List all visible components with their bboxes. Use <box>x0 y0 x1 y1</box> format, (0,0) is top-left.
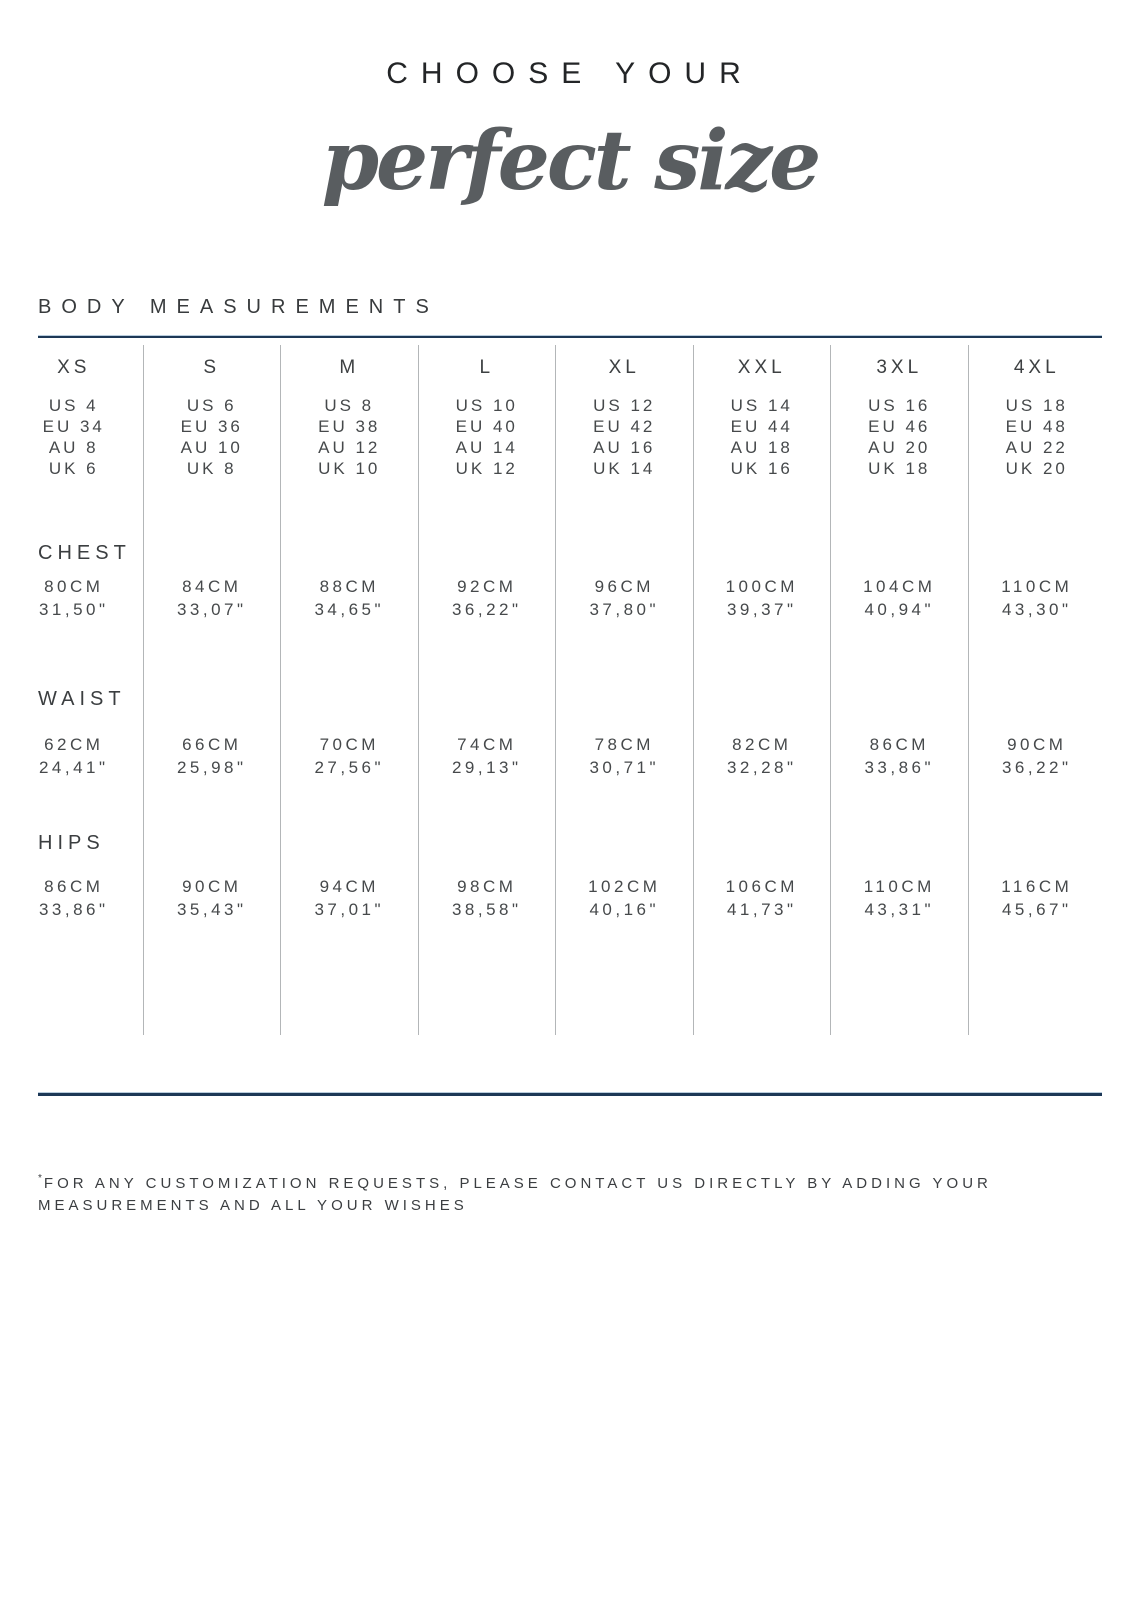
conversion-line-uk: UK 12 <box>455 459 518 478</box>
chest-measurement <box>144 575 281 621</box>
conversion-line-au: AU 20 <box>868 438 931 457</box>
conversion-line-us: US 18 <box>1005 396 1068 415</box>
chest-measurement <box>694 575 831 621</box>
conversion-line-eu: EU 36 <box>180 417 243 436</box>
size-column-m <box>280 345 418 1035</box>
waist-inches: 27,56" <box>314 758 385 777</box>
conversion-line-au: AU 14 <box>455 438 518 457</box>
conversion-line-eu: EU 44 <box>730 417 793 436</box>
size-conversions <box>556 395 693 479</box>
waist-cm: 82CM <box>732 735 792 754</box>
hips-measurement <box>831 875 968 921</box>
hips-measurement <box>144 875 281 921</box>
chest-inches: 34,65" <box>314 600 385 619</box>
hips-measurement <box>281 875 418 921</box>
footnote-line-1: *FOR ANY CUSTOMIZATION REQUESTS, PLEASE CONTACT US DIRECTLY BY ADDING YOUR <box>38 1173 992 1192</box>
waist-measurement <box>969 733 1106 779</box>
waist-measurement <box>419 733 556 779</box>
chest-inches: 40,94" <box>864 600 935 619</box>
waist-cm: 66CM <box>182 735 242 754</box>
waist-measurement <box>831 733 968 779</box>
chest-measurement <box>969 575 1106 621</box>
waist-inches: 32,28" <box>726 758 797 777</box>
hips-cm: 116CM <box>1001 877 1073 896</box>
hips-cm: 86CM <box>44 877 104 896</box>
waist-cm: 74CM <box>457 735 517 754</box>
conversion-line-uk: UK 6 <box>48 459 99 478</box>
footnote-line-2: MEASUREMENTS AND ALL YOUR WISHES <box>38 1197 468 1214</box>
hips-inches: 33,86" <box>38 900 109 919</box>
hips-inches: 40,16" <box>589 900 660 919</box>
size-label: L <box>479 357 495 378</box>
size-column-xl <box>555 345 693 1035</box>
conversion-line-eu: EU 38 <box>318 417 381 436</box>
size-conversions <box>831 395 968 479</box>
conversion-line-eu: EU 34 <box>42 417 105 436</box>
conversion-line-au: AU 18 <box>730 438 793 457</box>
hips-measurement <box>419 875 556 921</box>
conversion-line-au: AU 12 <box>318 438 381 457</box>
section-heading: BODY MEASUREMENTS <box>38 296 439 318</box>
size-conversions <box>281 395 418 479</box>
conversion-line-uk: UK 16 <box>730 459 793 478</box>
top-divider-line <box>38 335 1102 338</box>
conversion-line-uk: UK 14 <box>593 459 656 478</box>
chest-cm: 100CM <box>725 577 798 596</box>
chest-cm: 88CM <box>319 577 379 596</box>
hips-inches: 37,01" <box>314 900 385 919</box>
hips-measurement <box>969 875 1106 921</box>
size-label: M <box>339 357 360 378</box>
chest-measurement <box>419 575 556 621</box>
size-label: 4XL <box>1013 357 1060 378</box>
conversion-line-uk: UK 18 <box>868 459 931 478</box>
size-label: XL <box>608 357 640 378</box>
waist-measurement <box>144 733 281 779</box>
conversion-line-eu: EU 46 <box>868 417 931 436</box>
chest-inches: 43,30" <box>1001 600 1072 619</box>
hips-cm: 102CM <box>588 877 661 896</box>
hips-cm: 106CM <box>725 877 798 896</box>
hips-row-label: HIPS <box>38 832 105 854</box>
conversion-line-us: US 12 <box>593 396 656 415</box>
conversion-line-uk: UK 10 <box>318 459 381 478</box>
hips-inches: 38,58" <box>451 900 522 919</box>
waist-inches: 25,98" <box>176 758 247 777</box>
hips-inches: 43,31" <box>864 900 935 919</box>
hips-inches: 45,67" <box>1001 900 1072 919</box>
hips-inches: 41,73" <box>726 900 797 919</box>
waist-inches: 36,22" <box>1001 758 1072 777</box>
conversion-line-eu: EU 40 <box>455 417 518 436</box>
size-column-s <box>143 345 281 1035</box>
size-label: XXL <box>737 357 786 378</box>
conversion-line-us: US 6 <box>186 396 237 415</box>
waist-measurement <box>694 733 831 779</box>
size-column-4xl <box>968 345 1106 1035</box>
size-column-xs <box>5 345 143 1035</box>
conversion-line-uk: UK 8 <box>186 459 237 478</box>
size-column-xxl <box>693 345 831 1035</box>
chest-cm: 104CM <box>863 577 936 596</box>
conversion-line-eu: EU 48 <box>1005 417 1068 436</box>
chest-cm: 84CM <box>182 577 242 596</box>
asterisk-marker: * <box>38 1173 44 1184</box>
conversion-line-au: AU 22 <box>1005 438 1068 457</box>
conversion-line-au: AU 16 <box>593 438 656 457</box>
chest-measurement <box>281 575 418 621</box>
chest-cm: 92CM <box>457 577 517 596</box>
chest-measurement <box>5 575 143 621</box>
size-label: 3XL <box>876 357 923 378</box>
chest-inches: 33,07" <box>176 600 247 619</box>
page-title: CHOOSE YOUR <box>386 57 754 90</box>
size-conversions <box>969 395 1106 479</box>
page-title-script: perfect size <box>321 113 819 209</box>
conversion-line-us: US 8 <box>324 396 375 415</box>
hips-cm: 90CM <box>182 877 242 896</box>
chest-cm: 110CM <box>1001 577 1073 596</box>
conversion-line-us: US 16 <box>868 396 931 415</box>
hips-cm: 94CM <box>319 877 379 896</box>
customization-footnote <box>38 1168 992 1217</box>
hips-cm: 98CM <box>457 877 517 896</box>
bottom-divider-line <box>38 1092 1102 1096</box>
conversion-line-au: AU 8 <box>48 438 99 457</box>
waist-measurement <box>5 733 143 779</box>
size-conversions <box>694 395 831 479</box>
hips-measurement <box>694 875 831 921</box>
chest-inches: 36,22" <box>451 600 522 619</box>
chest-cm: 96CM <box>594 577 654 596</box>
waist-inches: 24,41" <box>38 758 109 777</box>
size-column-l <box>418 345 556 1035</box>
conversion-line-eu: EU 42 <box>593 417 656 436</box>
chest-measurement <box>831 575 968 621</box>
waist-cm: 90CM <box>1007 735 1067 754</box>
waist-cm: 62CM <box>44 735 104 754</box>
waist-measurement <box>556 733 693 779</box>
size-label: S <box>203 357 221 378</box>
waist-inches: 29,13" <box>451 758 522 777</box>
conversion-line-au: AU 10 <box>180 438 243 457</box>
chest-inches: 37,80" <box>589 600 660 619</box>
waist-inches: 33,86" <box>864 758 935 777</box>
size-conversions <box>419 395 556 479</box>
chest-measurement <box>556 575 693 621</box>
size-conversions <box>144 395 281 479</box>
size-table <box>5 345 1105 1035</box>
waist-cm: 78CM <box>594 735 654 754</box>
chest-cm: 80CM <box>44 577 104 596</box>
waist-row-label: WAIST <box>38 688 126 710</box>
waist-inches: 30,71" <box>589 758 660 777</box>
hips-cm: 110CM <box>863 877 935 896</box>
conversion-line-us: US 4 <box>48 396 99 415</box>
size-conversions <box>5 395 143 479</box>
chest-row-label: CHEST <box>38 542 131 564</box>
size-column-3xl <box>830 345 968 1035</box>
conversion-line-us: US 10 <box>455 396 518 415</box>
waist-cm: 70CM <box>319 735 379 754</box>
chest-inches: 31,50" <box>38 600 109 619</box>
hips-measurement <box>5 875 143 921</box>
waist-measurement <box>281 733 418 779</box>
hips-inches: 35,43" <box>176 900 247 919</box>
conversion-line-uk: UK 20 <box>1005 459 1068 478</box>
hips-measurement <box>556 875 693 921</box>
size-label: XS <box>57 357 91 378</box>
waist-cm: 86CM <box>869 735 929 754</box>
conversion-line-us: US 14 <box>730 396 793 415</box>
chest-inches: 39,37" <box>726 600 797 619</box>
